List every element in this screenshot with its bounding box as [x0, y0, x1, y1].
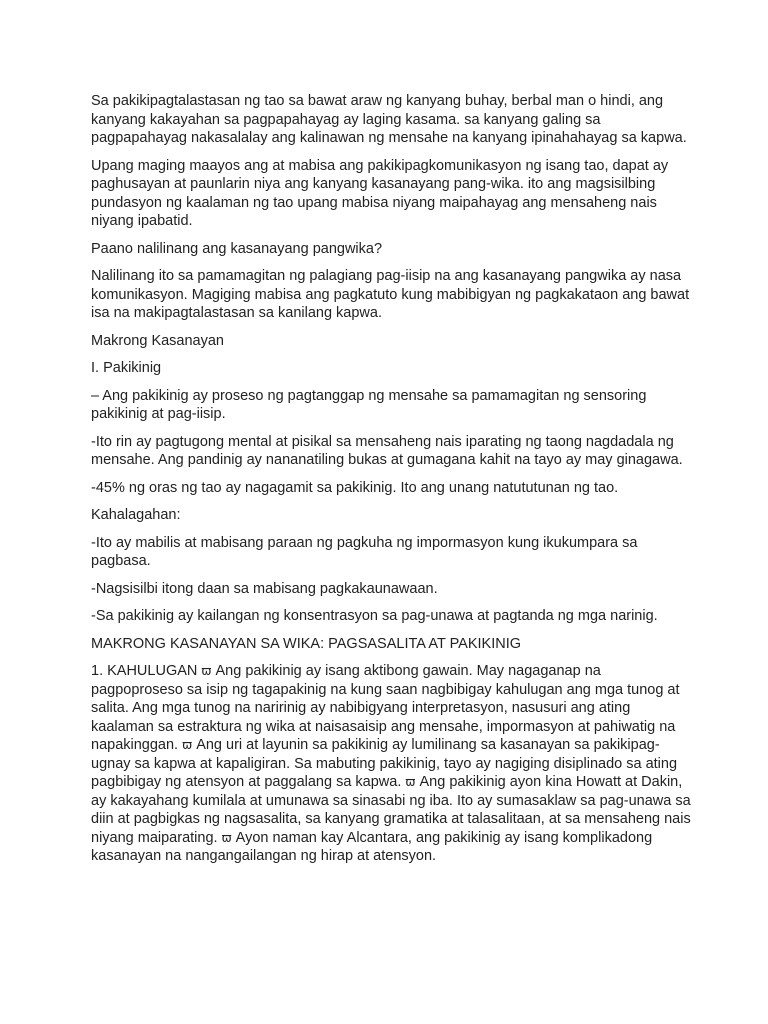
paragraph-nalilinang: Nalilinang ito sa pamamagitan ng palagiang pag-iisip na ang kasanayang pangwika ay nasa komunikasyon. Magiging mabisa ang pagkatuto kung mabibigyan ng pagkakataon ang bawat isa na makipagtalastasan sa kanilang kapwa. [91, 268, 690, 321]
question-heading: Paano nalilinang ang kasanayang pangwika? [91, 240, 383, 257]
paragraph-nagsisilbi: -Nagsisilbi itong daan sa mabisang pagkakaunawaan. [91, 580, 438, 597]
kahulugan-text-2: Ang pakikinig ay isang aktibong gawain. May nagaganap na pagpoproseso sa isip ng tagapakinig na kung saan nagbibigay kahulugan ang mga tunog at salita. Ang mga tunog na naririnig ay nabibigyang interpretasyon, nasusuri ang ating kaalaman sa estraktura ng wika at naisasaisip ang mensahe, impormasyon at pahiwatig na napakinggan. [91, 663, 680, 753]
paragraph-mabilis: -Ito ay mabilis at mabisang paraan ng pagkuha ng impormasyon kung ikukumpara sa pagbasa. [91, 534, 638, 569]
bullet-symbol-icon: ϖ [405, 775, 416, 789]
paragraph-konsentrasyon: -Sa pakikinig ay kailangan ng konsentrasyon sa pag-unawa at pagtanda ng mga narinig. [91, 608, 658, 624]
subheading-pakikinig: I. Pakikinig [91, 360, 162, 376]
kahulugan-text-3: Ang uri at layunin sa pakikinig ay lumilinang sa kasanayan sa pakikipag-ugnay sa kapwa at kapaligiran. Sa mabuting pakikinig, tayo ay nagiging disiplinado sa ating pagbibigay ng atensyon at paggalang sa kapwa. [91, 737, 678, 790]
paragraph-kahulugan [91, 662, 691, 866]
paragraph-45-percent: -45% ng oras ng tao ay nagagamit sa pakikinig. Ito ang unang natututunan ng tao. [91, 479, 619, 496]
bullet-symbol-icon: ϖ [182, 738, 193, 752]
bullet-symbol-icon: ϖ [221, 830, 232, 845]
kahulugan-text-4: Ang pakikinig ayon kina Howatt at Dakin, ay kakayahang kumilala at umunawa sa sinasabi ng iba. Ito ay sumasaklaw sa pag-unawa sa diin at pagbigkas ng nagsasalita, sa kanyang gramatika at talasalitaan, at sa mensaheng nais niyang maiparating. [91, 774, 691, 846]
paragraph-intro: Sa pakikipagtalastasan ng tao sa bawat araw ng kanyang buhay, berbal man o hindi, ang kanyang kakayahan sa pagpapahayag ay laging kasama. sa kanyang galing sa pagpapahayag nakasalalay ang kalinawan ng mensahe na kanyang ipinahahayag sa kapwa. [91, 93, 687, 146]
paragraph-pagtugong-mental: -Ito rin ay pagtugong mental at pisikal sa mensaheng nais iparating ng taong nagdadala ng mensahe. Ang pandinig ay nananatiling bukas at gumagana kahit na tayo ay may ginagawa. [91, 433, 683, 468]
kahulugan-text-1: 1. KAHULUGAN [91, 663, 202, 679]
kahulugan-text-5: Ayon naman kay Alcantara, ang pakikinig ay isang komplikadong kasanayan na nangangailangan ng hirap at atensyon. [91, 829, 653, 864]
paragraph-proseso: – Ang pakikinig ay proseso ng pagtanggap ng mensahe sa pamamagitan ng sensoring pakikinig at pag-iisip. [91, 387, 647, 422]
paragraph-kasanayang-pangwika: Upang maging maayos ang at mabisa ang pakikipagkomunikasyon ng isang tao, dapat ay paghusayan at paunlarin niya ang kanyang kasanayang pang-wika. ito ang magsisilbing pundasyon ng kaalaman ng tao upang mabisa niyang maipahayag ang mensaheng nais niyang ipabatid. [91, 157, 669, 229]
document-body [91, 92, 691, 875]
section-heading-makrong-kasanayan: Makrong Kasanayan [91, 332, 224, 349]
bullet-symbol-icon: ϖ [201, 664, 212, 678]
section-heading-pagsasalita-pakikinig: MAKRONG KASANAYAN SA WIKA: PAGSASALITA AT PAKIKINIG [91, 635, 522, 652]
subheading-kahalagahan: Kahalagahan: [91, 507, 181, 523]
